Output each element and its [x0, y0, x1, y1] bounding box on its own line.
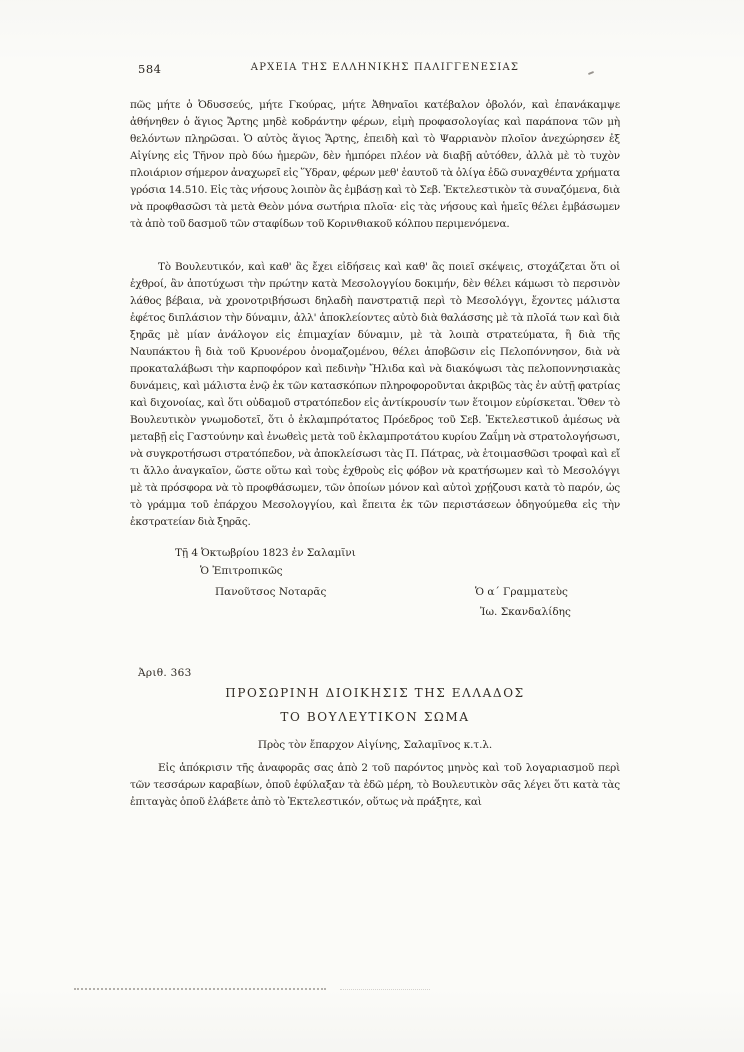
scan-dotted-line-artifact: [74, 988, 326, 990]
signature-right-title: Ὁ α΄ Γραμματεὺς: [475, 586, 568, 598]
document-number-label: Ἀριθ. 363: [138, 667, 192, 679]
letter-paragraph-continuation: πῶς μήτε ὁ Ὀδυσσεύς, μήτε Γκούρας, μήτε Ἀθηναῖοι κατέβαλον ὀβολόν, καὶ ἐπανάκαμψε ἀθήνηθεν ὁ ἅγιος Ἄρτης μηδὲ κοδράντην φέρων, εἰμὴ προφασολογίας καὶ παράπονα τῶν μὴ θελόντων πληρῶσαι. Ὁ αὐτὸς ἅγιος Ἄρτης, ἐπειδὴ καὶ τὸ Ψαρριανὸν πλοῖον ἀνεχώρησεν ἐξ Αἰγίνης εἰς Τῆνον πρὸ δύω ἡμερῶν, δὲν ἡμπόρει πλέον νὰ διαβῇ αὐτόθεν, ἀλλὰ μὲ τὸ τυχὸν πλοιάριον σήμερον ἀναχωρεῖ εἰς Ὕδραν, φέρων μεθ' ἑαυτοῦ τὰ ὀλίγα ἐδῶ συναχθέντα χρήματα γρόσια 14.510. Εἰς τὰς νήσους λοιπὸν ἂς ἐμβάσῃ καὶ τὸ Σεβ. Ἐκτελεστικὸν τὰ συναζόμενα, διὰ νὰ προφθασῶσι τὰ μετὰ Θεὸν μόνα σωτήρια πλοῖα· εἰς τὰς νήσους καὶ ἡμεῖς θέλει ἐμβάσωμεν τὰ ἀπὸ τοῦ δασμοῦ τῶν σταφίδων τοῦ Κορινθιακοῦ κόλπου περιμενόμενα.: [130, 99, 620, 230]
document-body-paragraph: Εἰς ἀπόκρισιν τῆς ἀναφορᾶς σας ἀπὸ 2 τοῦ παρόντος μηνὸς καὶ τοῦ λογαριασμοῦ περὶ τῶν τεσσάρων καραβίων, ὁποῦ ἐφύλαξαν τὰ ἐδῶ μέρη, τὸ Βουλευτικὸν σᾶς λέγει ὅτι κατὰ τὰς ἐπιταγὰς ὁποῦ ἐλάβετε ἀπὸ τὸ Ἐκτελεστικόν, οὕτως νὰ πράξητε, καὶ: [130, 762, 620, 808]
text-column: [130, 62, 620, 811]
dateline: Τῇ 4 Ὀκτωβρίου 1823 ἐν Σαλαμῖνι: [175, 547, 356, 559]
document-heading: ΠΡΟΣΩΡΙΝΗ ΔΙΟΙΚΗΣΙΣ ΤΗΣ ΕΛΛΑΔΟΣ: [225, 686, 525, 700]
scan-dotted-line-artifact-faint: [340, 989, 430, 990]
running-title: ΑΡΧΕΙΑ ΤΗΣ ΕΛΛΗΝΙΚΗΣ ΠΑΛΙΓΓΕΝΕΣΙΑΣ: [250, 62, 520, 73]
letter-paragraph-opinion: Τὸ Βουλευτικόν, καὶ καθ' ἃς ἔχει εἰδήσεις καὶ καθ' ἃς ποιεῖ σκέψεις, στοχάζεται ὅτι οἱ ἐχθροί, ἂν ἀποτύχωσι τὴν πρώτην κατὰ Μεσολογγίου δοκιμήν, δὲν θέλει κάμωσι τὸ περσινὸν λάθος βέβαια, νὰ χρονοτριβήσωσι δηλαδὴ πανστρατιᾷ περὶ τὸ Μεσολόγγι, ἔχοντες μάλιστα ἐφέτος διπλάσιον τὴν δύναμιν, ἀλλ' ἀποκλείοντες αὐτὸ διὰ θαλάσσης μὲ τὰ πλοῖά των καὶ διὰ ξηρᾶς μὲ μίαν ἀνάλογον εἰς ἐπιμαχίαν δύναμιν, μὲ τὰ λοιπὰ στρατεύματα, ἢ διὰ τῆς Ναυπάκτου ἢ διὰ τοῦ Κρυονέρου ὀνομαζομένου, θέλει ἀποβῶσιν εἰς Πελοπόννησον, διὰ νὰ προκαταλάβωσι τὴν καρποφόρον καὶ πεδινὴν Ἤλιδα καὶ νὰ διακόψωσι τὰς πελοποννησιακὰς δυνάμεις, καὶ μάλιστα ἐνῷ ἐκ τῶν κατασκόπων πληροφοροῦνται ἀκριβῶς τὰς ἐν αὐτῇ φατρίας καὶ διχονοίας, καὶ ὅτι οὐδαμοῦ στρατόπεδον εἰς ἀντίκρουσίν των ἕτοιμον εὑρίσκεται. Ὅθεν τὸ Βουλευτικὸν γνωμοδοτεῖ, ὅτι ὁ ἐκλαμπρότατος Πρόεδρος τοῦ Σεβ. Ἐκτελεστικοῦ ἀμέσως νὰ μεταβῇ εἰς Γαστούνην καὶ ἑνωθεὶς μετὰ τοῦ ἐκλαμπροτάτου κυρίου Ζαΐμη νὰ στρατολογήσωσι, νὰ συγκροτήσωσι στρατόπεδον, νὰ ἀποκλείσωσι τὰς Π. Πάτρας, νὰ ἑτοιμασθῶσι τροφαὶ καὶ εἴ τι ἄλλο ἀναγκαῖον, ὥστε οὕτω καὶ τοὺς ἐχθροὺς εἰς φόβον νὰ κρατήσωμεν καὶ τὸ Μεσολόγγι μὲ τὰ πρόσφορα νὰ τὸ προφθάσωμεν, τῶν ὁποίων μόνον καὶ αὐτοὶ χρῄζουσι κατὰ τὸ παρόν, ὡς τὸ γράμμα τοῦ ἐπάρχου Μεσολογγίου, καὶ ἔπειτα ἐκ τῶν περιστάσεων ὁδηγούμεθα εἰς τὴν ἐκστρατείαν διὰ ξηρᾶς.: [130, 261, 620, 528]
document-salutation: Πρὸς τὸν ἔπαρχον Αἰγίνης, Σαλαμῖνος κ.τ.λ.: [257, 739, 493, 751]
signature-block: [130, 559, 620, 621]
signature-left-name: Πανοῦτσος Νοταρᾶς: [215, 586, 327, 598]
signature-right-name: Ἰω. Σκανδαλίδης: [480, 606, 571, 618]
signature-left-title: Ὁ Ἐπιτροπικῶς: [200, 565, 283, 577]
page-number: 584: [138, 62, 162, 76]
document-subheading: ΤΟ ΒΟΥΛΕΥΤΙΚΟΝ ΣΩΜΑ: [280, 710, 470, 724]
running-head: [130, 62, 620, 77]
